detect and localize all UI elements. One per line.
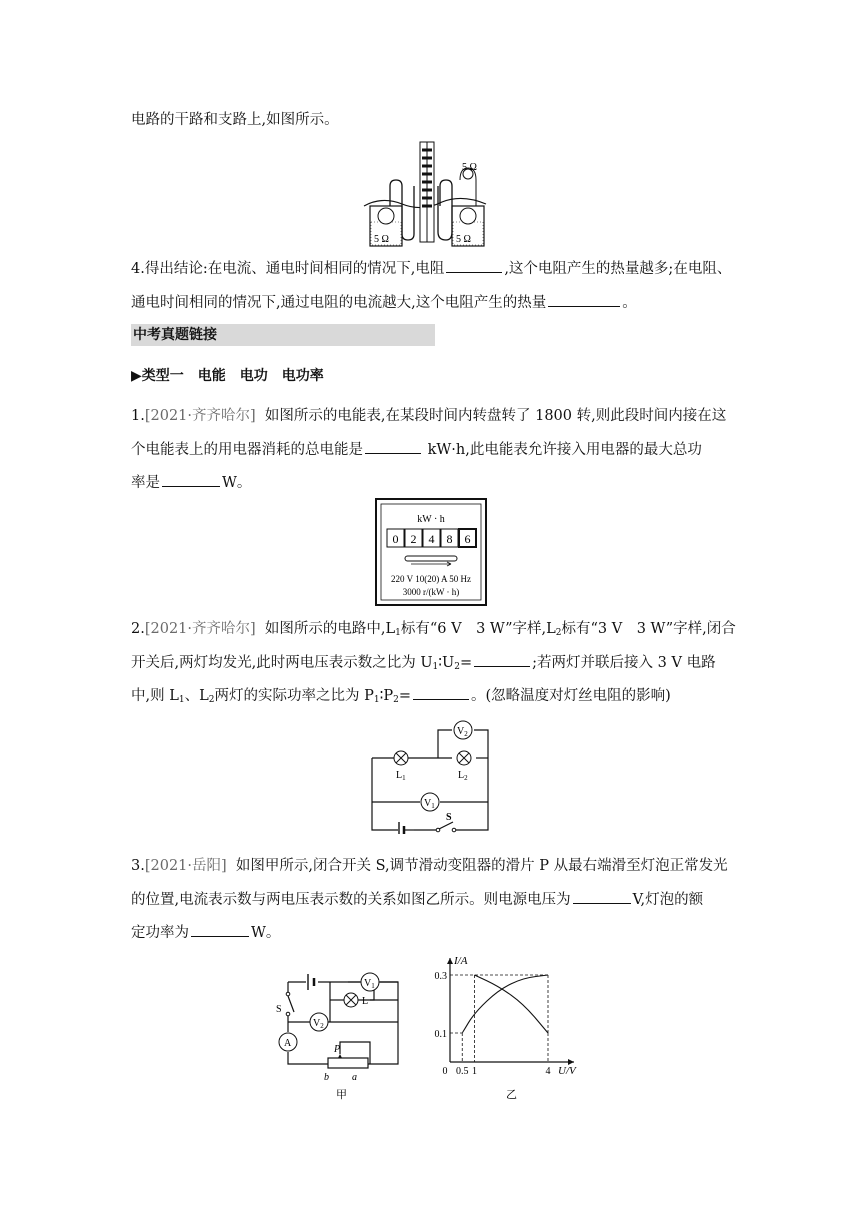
meter-digit: 8 bbox=[446, 532, 453, 546]
meter-digit: 0 bbox=[392, 532, 399, 546]
q2-text-2d: ;若两灯并联后接入 3 V 电路 bbox=[532, 655, 716, 671]
voltmeter-v2 bbox=[310, 1013, 328, 1031]
q2-text-3c: 两灯的实际功率之比为 P bbox=[214, 688, 374, 704]
y-tick-label: 0.3 bbox=[434, 971, 447, 982]
q3-text-1: 如图甲所示,闭合开关 S,调节滑动变阻器的滑片 P 从最右端滑至灯泡正常发光 bbox=[235, 858, 728, 874]
y-axis-arrow bbox=[447, 958, 453, 964]
y-tick-label: 0.1 bbox=[434, 1029, 447, 1040]
q1-line-2 bbox=[131, 439, 702, 460]
q1-text-2a: 个电能表上的用电器消耗的总电能是 bbox=[131, 442, 363, 458]
iu-graph-figure bbox=[432, 952, 584, 1102]
subscript: 2 bbox=[454, 662, 461, 672]
q2-text-3d: ∶P bbox=[379, 688, 394, 704]
q2-text-2a: 开关后,两灯均发光,此时两电压表示数之比为 U bbox=[131, 655, 433, 671]
top-resistor-label: 5 Ω bbox=[462, 162, 477, 173]
q3-line-3 bbox=[131, 922, 280, 943]
svg-text:V2: $V_2$ bbox=[313, 1018, 324, 1030]
q1-line-1 bbox=[131, 406, 726, 426]
conclusion-text-1a: 4.得出结论:在电流、通电时间相同的情况下,电阻 bbox=[131, 261, 445, 277]
svg-text:b: b bbox=[324, 1072, 329, 1083]
svg-text:a: a bbox=[352, 1072, 357, 1083]
answer-blank[interactable] bbox=[191, 922, 249, 937]
section-heading: 中考真题链接 bbox=[131, 324, 435, 346]
svg-text:P: P bbox=[334, 1044, 341, 1055]
meter-digit: 4 bbox=[428, 532, 435, 546]
lamp-l1 bbox=[394, 751, 408, 765]
q2-text-3a: 中,则 L bbox=[131, 688, 179, 704]
y-axis-label: I/A bbox=[454, 955, 468, 967]
q2-text-3b: 、L bbox=[184, 688, 209, 704]
q3-line-2 bbox=[131, 889, 703, 910]
q2-line-2 bbox=[131, 652, 716, 677]
x-tick-label: 0.5 bbox=[456, 1066, 469, 1077]
conclusion-line-2 bbox=[131, 292, 637, 313]
subscript: 1 bbox=[432, 662, 439, 672]
subscript: 2 bbox=[208, 695, 215, 705]
svg-text:V2: $V_2$ bbox=[457, 726, 468, 738]
electricity-meter-figure bbox=[375, 498, 487, 606]
q2-text-1b: 标有“6 V 3 W”字样,L bbox=[400, 621, 556, 637]
meter-spec-2: 3000 r/(kW · h) bbox=[402, 587, 460, 597]
q1-text-3b: W。 bbox=[222, 475, 252, 491]
switch bbox=[276, 992, 294, 1016]
answer-blank[interactable] bbox=[162, 472, 220, 487]
lamp-l1-label: $L_1$ bbox=[396, 770, 406, 782]
x-axis-label: U/V bbox=[558, 1065, 576, 1077]
voltmeter-v2 bbox=[454, 721, 472, 739]
type-heading: ▶类型一 电能 电功 电功率 bbox=[131, 368, 324, 384]
q2-line-1 bbox=[131, 619, 736, 643]
subscript: 1 bbox=[395, 628, 401, 638]
voltmeter-v1 bbox=[361, 973, 379, 991]
q2-line-3 bbox=[131, 685, 671, 710]
answer-blank[interactable] bbox=[474, 652, 530, 667]
answer-blank[interactable] bbox=[365, 439, 421, 454]
battery bbox=[399, 822, 404, 834]
q2-text-1c: 标有“3 V 3 W”字样,闭合 bbox=[561, 621, 736, 637]
answer-blank[interactable] bbox=[573, 889, 631, 904]
q1-source: [2021·齐齐哈尔] bbox=[144, 408, 256, 424]
q3-text-2b: V,灯泡的额 bbox=[632, 892, 704, 908]
subscript: 2 bbox=[393, 695, 399, 705]
q1-line-3 bbox=[131, 472, 251, 493]
conclusion-text-2b: 。 bbox=[622, 295, 637, 311]
meter-spec-1: 220 V 10(20) A 50 Hz bbox=[391, 574, 471, 584]
svg-text:V1: $V_1$ bbox=[424, 798, 435, 810]
conclusion-text-1b: ,这个电阻产生的热量越多;在电阻、 bbox=[504, 261, 732, 277]
meter-digit: 6 bbox=[464, 532, 471, 546]
q3-text-3b: W。 bbox=[251, 925, 281, 941]
svg-text:S: S bbox=[446, 812, 452, 823]
q1-number: 1. bbox=[131, 408, 145, 424]
voltmeter-v1 bbox=[421, 793, 439, 811]
q1-text-2b: kW·h,此电能表允许接入用电器的最大总功 bbox=[423, 442, 702, 458]
left-resistor-label: 5 Ω bbox=[374, 234, 389, 245]
meter-unit: kW · h bbox=[417, 514, 445, 525]
x-tick-label: 4 bbox=[545, 1066, 551, 1077]
q1-text-1: 如图所示的电能表,在某段时间内转盘转了 1800 转,则此段时间内接在这 bbox=[264, 408, 727, 424]
svg-text:A: A bbox=[284, 1038, 292, 1049]
right-resistor-label: 5 Ω bbox=[456, 234, 471, 245]
q3-number: 3. bbox=[131, 858, 145, 874]
intro-text: 电路的干路和支路上,如图所示。 bbox=[131, 112, 339, 128]
x-tick-label: 1 bbox=[472, 1066, 477, 1077]
subscript: 1 bbox=[178, 695, 185, 705]
q2-text-2b: ∶U bbox=[438, 655, 455, 671]
q2-source: [2021·齐齐哈尔] bbox=[144, 621, 256, 637]
figure-caption-jia: 甲 bbox=[336, 1089, 347, 1101]
lamp-l2-label: $L_2$ bbox=[458, 770, 468, 782]
x-tick-label: 0 bbox=[442, 1066, 448, 1077]
q3-text-2a: 的位置,电流表示数与两电压表示数的关系如图乙所示。则电源电压为 bbox=[131, 892, 571, 908]
ammeter bbox=[279, 1033, 297, 1051]
q3-text-3a: 定功率为 bbox=[131, 925, 189, 941]
circuit-jia-figure bbox=[272, 966, 406, 1102]
joule-heating-apparatus-figure bbox=[362, 140, 488, 252]
answer-blank[interactable] bbox=[446, 258, 502, 273]
q2-text-3f: 。(忽略温度对灯丝电阻的影响) bbox=[471, 688, 671, 704]
battery bbox=[308, 974, 314, 990]
q2-text-1a: 如图所示的电路中,L bbox=[264, 621, 396, 637]
answer-blank[interactable] bbox=[413, 685, 469, 700]
q1-text-3a: 率是 bbox=[131, 475, 160, 491]
series-circuit-figure bbox=[368, 718, 492, 834]
subscript: 2 bbox=[555, 628, 562, 638]
answer-blank[interactable] bbox=[548, 292, 620, 307]
q2-text-2c: = bbox=[460, 655, 473, 671]
series-line-1 bbox=[462, 975, 548, 1033]
switch bbox=[436, 812, 456, 832]
conclusion-text-2a: 通电时间相同的情况下,通过电阻的电流越大,这个电阻产生的热量 bbox=[131, 295, 547, 311]
q3-source: [2021·岳阳] bbox=[144, 858, 227, 874]
q3-line-1 bbox=[131, 856, 728, 876]
q2-text-3e: = bbox=[398, 688, 411, 704]
meter-digit: 2 bbox=[410, 532, 417, 546]
rheostat bbox=[324, 1044, 368, 1083]
conclusion-line-1 bbox=[131, 258, 731, 279]
figure-caption-yi: 乙 bbox=[506, 1089, 517, 1101]
svg-text:S: S bbox=[276, 1004, 282, 1015]
q2-number: 2. bbox=[131, 621, 145, 637]
subscript: 1 bbox=[373, 695, 380, 705]
svg-text:L: L bbox=[362, 996, 369, 1007]
lamp bbox=[344, 993, 368, 1007]
lamp-l2 bbox=[457, 751, 471, 765]
svg-text:V1: $V_1$ bbox=[364, 978, 375, 990]
